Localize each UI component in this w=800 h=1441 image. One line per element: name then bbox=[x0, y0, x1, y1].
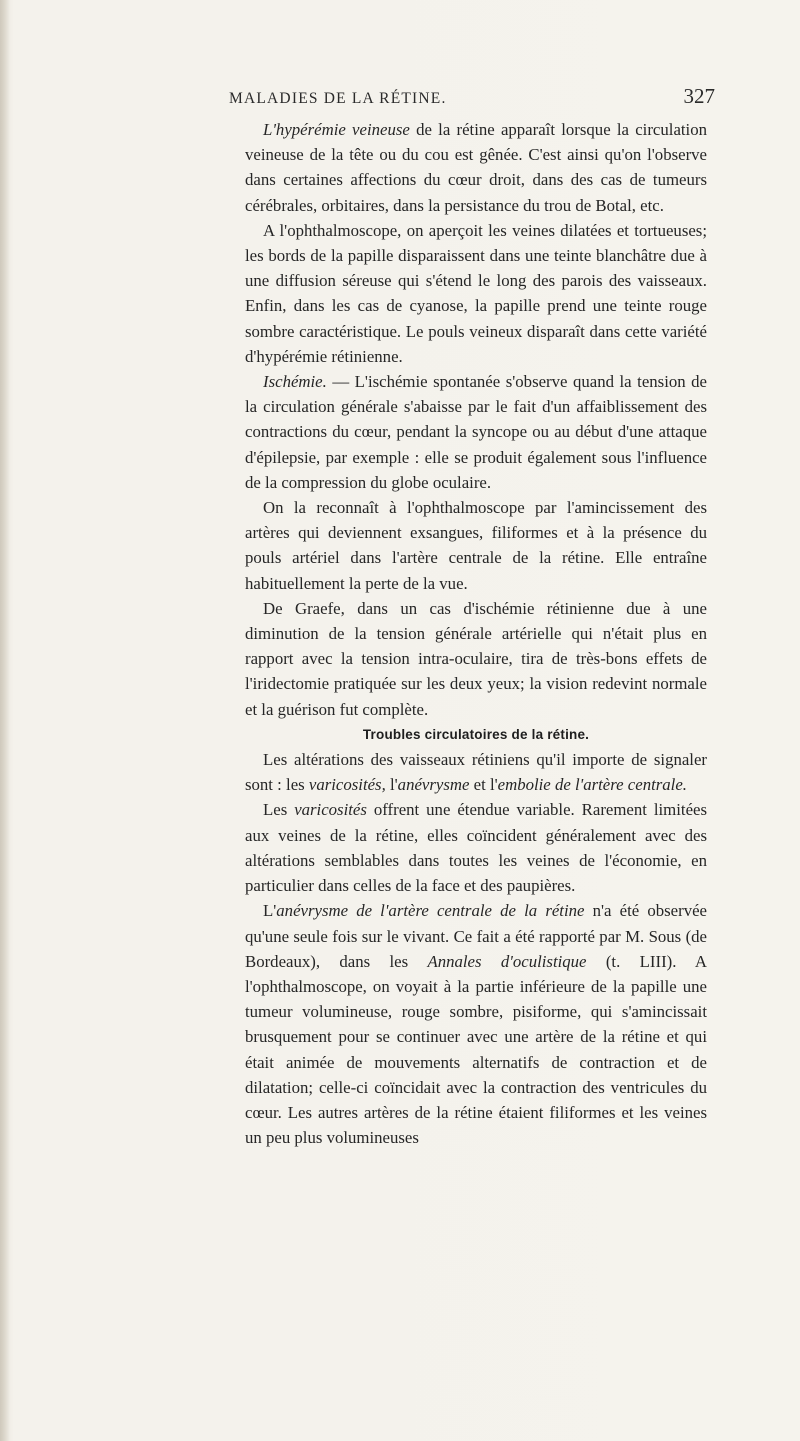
paragraph-varicosites bbox=[245, 797, 707, 898]
section-title: Troubles circulatoires de la rétine. bbox=[362, 726, 590, 742]
page-header bbox=[229, 84, 715, 114]
paragraph-text: Les bbox=[263, 800, 295, 820]
page-gutter-shadow bbox=[0, 0, 10, 1441]
italic-term: anévrysme bbox=[397, 775, 470, 795]
paragraph-ischemie bbox=[245, 369, 707, 495]
paragraph-text: L' bbox=[263, 901, 277, 921]
italic-term: varicosités bbox=[294, 800, 367, 820]
italic-term: anévrysme de l'artère centrale de la rétine bbox=[276, 901, 585, 921]
paragraph-text: (t. LIII). A l'ophthalmoscope, on voyait à la partie inférieure de la papille une tumeur volumineuse, rouge sombre, pisiforme, qui s'amincissait brusquement pour se continuer avec une artère de la rétine et qui était animée de mouvements alternatifs de contraction et de dilatation; celle-ci coïncidait avec la contraction des ventricules du cœur. Les autres artères de la rétine étaient filiformes et les veines un peu plus volumineuses bbox=[245, 951, 707, 1148]
paragraph-text: l' bbox=[385, 775, 398, 795]
paragraph-text: Les altérations des vaisseaux rétiniens qu'il importe de signaler sont : les bbox=[245, 750, 707, 795]
paragraph-text: On la reconnaît à l'ophthalmoscope par l'amincissement des artères qui deviennent exsangues, filiformes et à la présence du pouls artériel dans l'artère centrale de la rétine. Elle entraîne habituellement la perte de la vue. bbox=[245, 498, 707, 593]
paragraph-ophthalmoscope-veines bbox=[245, 218, 707, 369]
paragraph-text: offrent une étendue variable. Rarement limitées aux veines de la rétine, elles coïncident généralement avec des altérations semblables dans toutes les veines de l'économie, en particulier dans celles de la face et des paupières. bbox=[245, 800, 707, 896]
italic-term: Annales d'oculistique bbox=[427, 951, 587, 971]
lead-term: Ischémie. bbox=[263, 372, 327, 392]
paragraph-de-graefe bbox=[245, 596, 707, 722]
paragraph-text: De Graefe, dans un cas d'ischémie rétinienne due à une diminution de la tension générale artérielle qui n'était plus en rapport avec la tension intra-oculaire, tira de très-bons effets de l'iridectomie pratiquée sur les deux yeux; la vision redevint normale et la guérison fut complète. bbox=[245, 598, 707, 719]
lead-term: L'hypérémie veineuse bbox=[263, 120, 410, 139]
italic-term: embolie de l'artère centrale. bbox=[497, 775, 687, 795]
page-number: 327 bbox=[683, 84, 715, 108]
paragraph-text: et l' bbox=[469, 775, 498, 795]
running-head: MALADIES DE LA RÉTINE. bbox=[229, 90, 447, 107]
paragraph-text: de la rétine apparaît lorsque la circulation veineuse de la tête ou du cou est gênée. C'est ainsi qu'on l'observe dans certaines affections du cœur droit, dans des cas de tumeurs cérébrales, orbitaires, dans la persistance du trou de Botal, etc. bbox=[245, 120, 707, 215]
italic-term: varicosités, bbox=[308, 775, 386, 795]
paragraph-text: n'a été observée qu'une seule fois sur le vivant. Ce fait a été rapporté par M. Sous (de Bordeaux), dans les bbox=[245, 901, 707, 971]
paragraph-text: A l'ophthalmoscope, on aperçoit les veines dilatées et tortueuses; les bords de la papille disparaissent dans une teinte blanchâtre due à une diffusion séreuse qui s'étend le long des parois des vaisseaux. Enfin, dans les cas de cyanose, la papille prend une teinte rouge sombre caractéristique. Le pouls veineux disparaît dans cette variété d'hypérémie rétinienne. bbox=[245, 220, 707, 366]
paragraph-anevrysme bbox=[245, 898, 707, 1150]
paragraph-alterations bbox=[245, 747, 707, 797]
body-text bbox=[245, 117, 707, 1150]
paragraph-text: — L'ischémie spontanée s'observe quand la tension de la circulation générale s'abaisse par le fait d'un affaiblissement des contractions du cœur, pendant la syncope ou au début d'une attaque d'épilepsie, par exemple : elle se produit également sous l'influence de la compression du globe oculaire. bbox=[245, 372, 707, 492]
paragraph-ophthalmoscope-arteres bbox=[245, 495, 707, 596]
paragraph-hyperemie-veineuse bbox=[245, 117, 707, 218]
